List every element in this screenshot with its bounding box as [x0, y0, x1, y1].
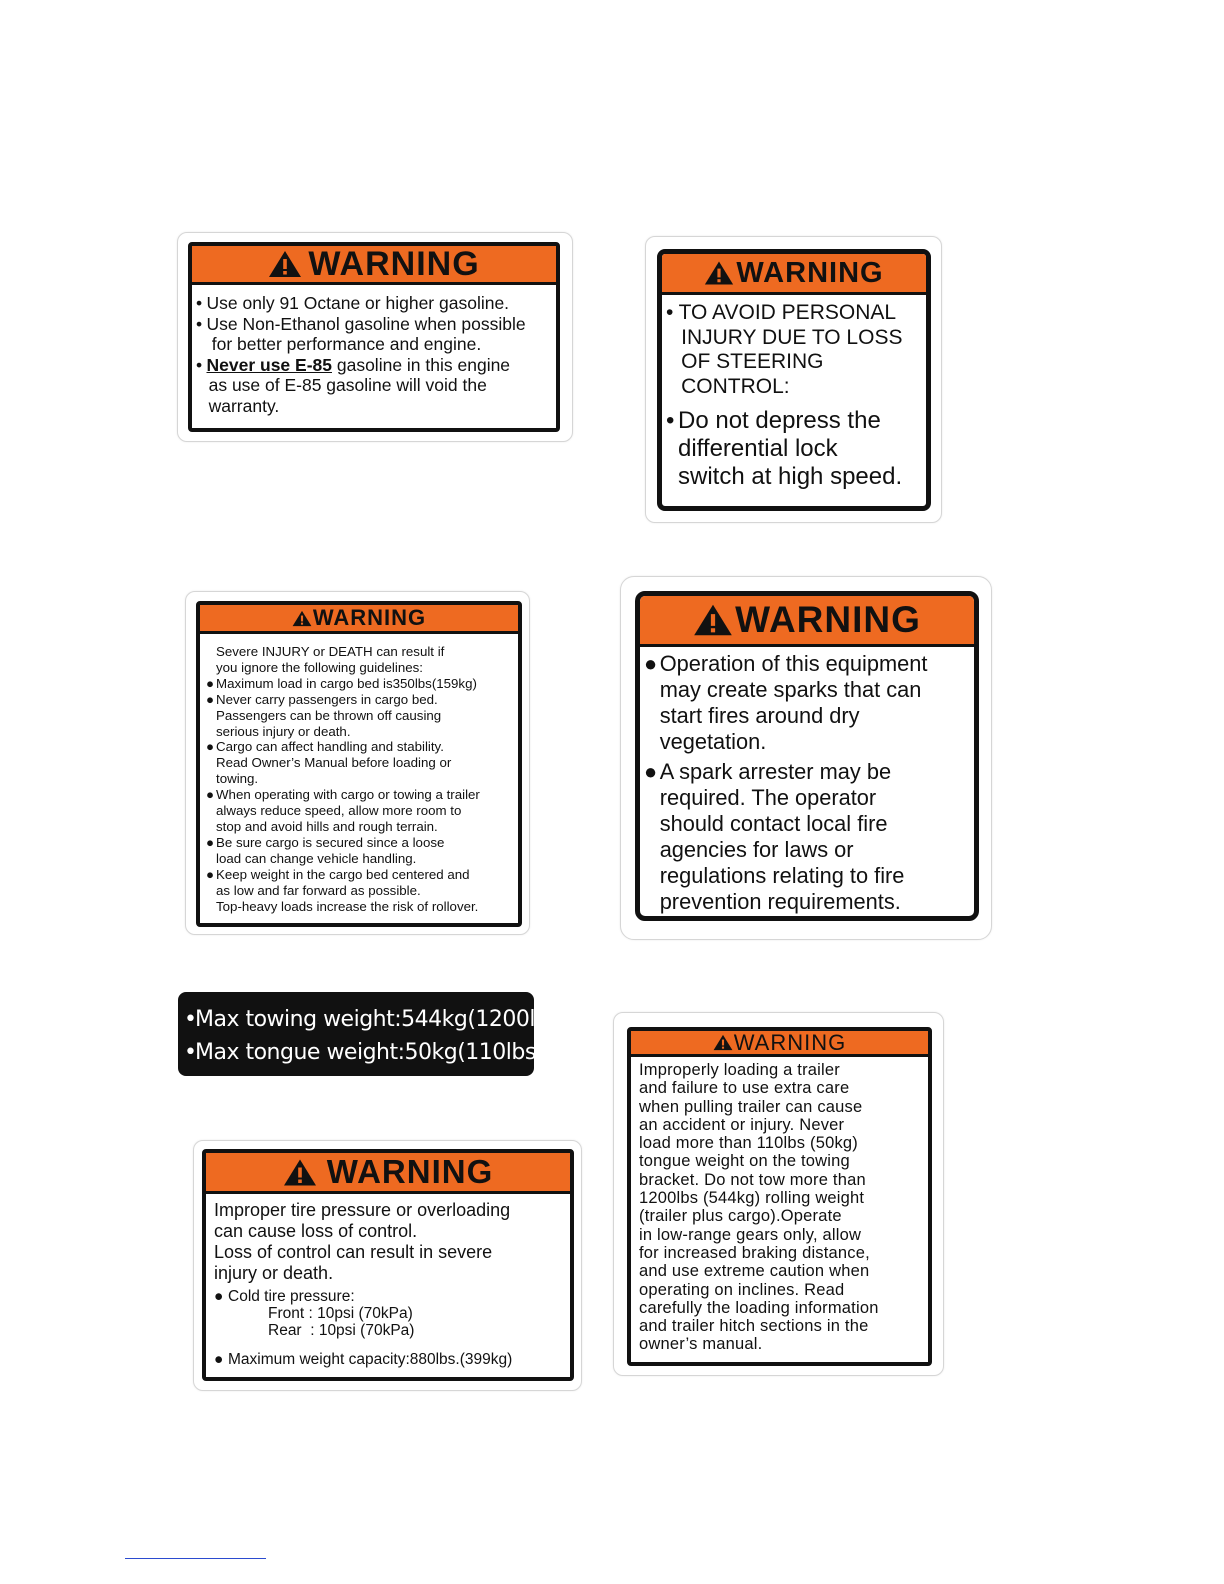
text-line: • Do not depress the: [666, 407, 881, 434]
text-line: serious injury or death.: [216, 723, 351, 739]
text-line: stop and avoid hills and rough terrain.: [216, 818, 438, 834]
text-line: bracket. Do not tow more than: [639, 1170, 866, 1189]
label-title: WARNING: [326, 1153, 494, 1190]
tire-warning-label: [202, 1149, 574, 1381]
bullet-dot-icon: •: [666, 301, 674, 324]
bullet-dot-icon: •: [184, 1040, 197, 1065]
bullet-dot-icon: ●: [206, 739, 215, 755]
warning-triangle-icon: [713, 1034, 733, 1051]
steering-warning-label: [657, 249, 931, 511]
label-title: WARNING: [308, 244, 480, 283]
label-header: [631, 1031, 928, 1057]
text-line: •Max tongue weight:50kg(110lbs): [178, 1036, 534, 1069]
label-header: [200, 605, 518, 634]
label-title: WARNING: [735, 599, 921, 640]
text-line: ● Cargo can affect handling and stability.: [206, 739, 444, 755]
text-line: start fires around dry: [659, 703, 860, 728]
towing-weight-label: [178, 992, 568, 1076]
text-line: load more than 110lbs (50kg): [639, 1134, 859, 1153]
label-title: WARNING: [733, 1029, 847, 1055]
text-line: regulations relating to fire: [659, 863, 905, 888]
text-line: • Use Non-Ethanol gasoline when possible: [196, 313, 526, 334]
bullet-dot-icon: •: [184, 1007, 197, 1032]
text-line: Improper tire pressure or overloading: [214, 1200, 511, 1220]
bullet-dot-icon: ●: [644, 651, 658, 676]
text-line: and use extreme caution when: [639, 1262, 870, 1281]
text-line: required. The operator: [659, 785, 877, 810]
bullet-dot-icon: ●: [206, 675, 215, 691]
text-line: you ignore the following guidelines:: [216, 659, 423, 675]
text-line: switch at high speed.: [678, 463, 903, 490]
bullet-dot-icon: ●: [206, 834, 215, 850]
label-header: [206, 1153, 570, 1194]
text-line: tongue weight on the towing: [639, 1152, 850, 1171]
text-line: Top-heavy loads increase the risk of rollover.: [216, 898, 479, 914]
text-line: agencies for laws or: [659, 837, 854, 862]
text-line: may create sparks that can: [659, 677, 922, 702]
text-line: ● Never carry passengers in cargo bed.: [206, 691, 438, 707]
text-line: • Never use E-85 gasoline in this engine: [196, 354, 511, 375]
text-line: Severe INJURY or DEATH can result if: [216, 644, 445, 659]
text-line: can cause loss of control.: [214, 1221, 418, 1241]
bullet-dot-icon: ●: [644, 759, 658, 784]
text-line: ● Be sure cargo is secured since a loose: [206, 834, 445, 850]
text-line: differential lock: [678, 435, 838, 462]
warning-triangle-icon: [704, 260, 734, 286]
text-line: • Use only 91 Octane or higher gasoline.: [196, 293, 510, 313]
label-header: [640, 596, 974, 647]
bullet-dot-icon: •: [196, 313, 203, 334]
label-title: WARNING: [312, 605, 427, 630]
text-line: an accident or injury. Never: [639, 1115, 845, 1134]
bullet-dot-icon: •: [196, 293, 203, 313]
text-line: as use of E-85 gasoline will void the: [208, 375, 487, 395]
sparks-warning-label: [635, 591, 979, 921]
warning-triangle-icon: [268, 250, 302, 278]
text-line: should contact local fire: [659, 811, 888, 836]
text-line: ● A spark arrester may be: [644, 759, 892, 784]
text-line: OF STEERING: [681, 350, 824, 373]
text-line: when pulling trailer can cause: [639, 1097, 863, 1116]
text-line: CONTROL:: [681, 374, 790, 398]
label-title: WARNING: [736, 256, 884, 289]
bullet-dot-icon: •: [196, 354, 203, 375]
text-line: Loss of control can result in severe: [214, 1242, 493, 1262]
trailer-warning-label: [627, 1027, 932, 1366]
text-line: ● Maximum load in cargo bed is350lbs(159kg): [206, 675, 477, 691]
footnote-separator: [125, 1558, 266, 1559]
text-line: ● Operation of this equipment: [644, 651, 928, 676]
label-header: [192, 246, 556, 285]
text-line: always reduce speed, allow more room to: [216, 803, 462, 819]
text-line: Read Owner’s Manual before loading or: [216, 755, 452, 771]
text-line: injury or death.: [214, 1263, 334, 1283]
text-line: Passengers can be thrown off causing: [216, 707, 442, 723]
text-line: ● When operating with cargo or towing a trailer: [206, 787, 480, 803]
label-header: [662, 254, 926, 295]
octane-warning-label: [188, 242, 560, 432]
text-line: towing.: [216, 771, 259, 787]
bullet-dot-icon: ●: [206, 691, 215, 707]
text-line: for increased braking distance,: [639, 1243, 870, 1262]
bullet-dot-icon: ●: [206, 787, 215, 803]
bullet-dot-icon: ●: [214, 1288, 224, 1305]
bullet-dot-icon: ●: [214, 1351, 224, 1368]
text-line: ● Keep weight in the cargo bed centered and: [206, 866, 470, 882]
text-line: •Max towing weight:544kg(1200lbs): [178, 1003, 534, 1036]
text-line: Front : 10psi (70kPa): [268, 1305, 413, 1322]
text-line: for better performance and engine.: [211, 334, 482, 354]
text-line: ● Cold tire pressure:: [214, 1288, 355, 1305]
text-line: Improperly loading a trailer: [639, 1061, 840, 1079]
text-line: owner’s manual.: [639, 1335, 763, 1354]
text-line: prevention requirements.: [659, 889, 901, 914]
text-line: Rear : 10psi (70kPa): [268, 1322, 415, 1339]
warning-triangle-icon: [292, 610, 312, 627]
text-line: as low and far forward as possible.: [216, 882, 421, 898]
text-line: (trailer plus cargo).Operate: [639, 1207, 842, 1226]
text-line: and failure to use extra care: [639, 1079, 850, 1098]
text-line: vegetation.: [659, 729, 767, 754]
warning-triangle-icon: [693, 603, 733, 637]
cargo-warning-label: [196, 601, 522, 927]
bullet-dot-icon: ●: [206, 866, 215, 882]
text-line: load can change vehicle handling.: [216, 850, 417, 866]
text-line: ● Maximum weight capacity:880lbs.(399kg): [214, 1351, 513, 1368]
bullet-dot-icon: •: [666, 407, 675, 434]
text-line: warranty.: [208, 395, 280, 416]
text-line: and trailer hitch sections in the: [639, 1317, 869, 1336]
text-line: in low-range gears only, allow: [639, 1225, 862, 1244]
text-line: • TO AVOID PERSONAL: [666, 301, 897, 324]
text-line: operating on inclines. Read: [639, 1280, 845, 1299]
emphasis-text: Never use E-85: [206, 354, 332, 375]
text-line: INJURY DUE TO LOSS: [681, 325, 903, 349]
text-line: carefully the loading information: [639, 1298, 879, 1317]
text-line: 1200lbs (544kg) rolling weight: [639, 1189, 865, 1208]
warning-triangle-icon: [283, 1158, 317, 1187]
